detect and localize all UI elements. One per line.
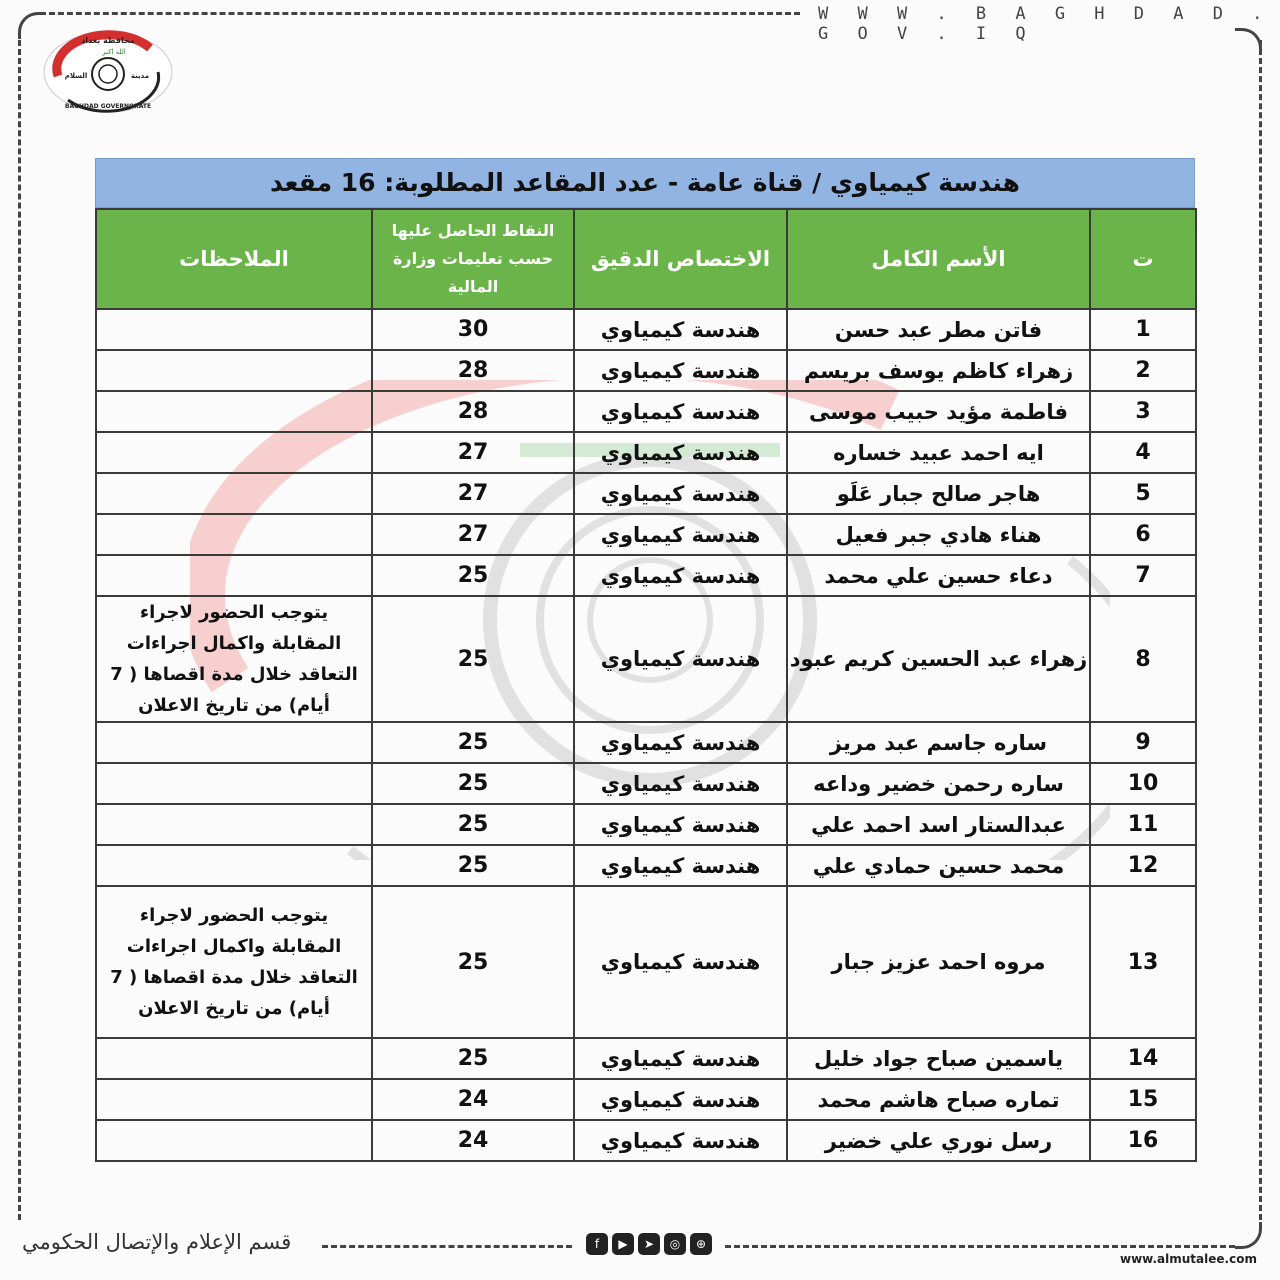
cell-points: 25 (372, 555, 574, 596)
cell-points: 25 (372, 763, 574, 804)
cell-points: 27 (372, 473, 574, 514)
frame-border-bottom-left (322, 1245, 572, 1248)
cell-specialty: هندسة كيمياوي (574, 722, 787, 763)
cell-points: 30 (372, 309, 574, 350)
table-row (96, 555, 1196, 596)
cell-name: ساره رحمن خضير وداعه (787, 763, 1090, 804)
cell-index: 16 (1090, 1120, 1196, 1161)
table-row (96, 350, 1196, 391)
cell-notes (96, 391, 372, 432)
cell-points: 25 (372, 596, 574, 722)
cell-index: 1 (1090, 309, 1196, 350)
logo-name-top: محافظة بغداد (81, 36, 135, 45)
cell-notes (96, 432, 372, 473)
col-header-points-label: النقاط الحاصل عليها حسب تعليمات وزارة المالية (391, 221, 555, 296)
cell-specialty: هندسة كيمياوي (574, 886, 787, 1038)
web-icon[interactable]: ⊕ (690, 1233, 712, 1255)
cell-notes (96, 309, 372, 350)
cell-index: 6 (1090, 514, 1196, 555)
logo-salam: السلام (64, 72, 88, 80)
table-row (96, 763, 1196, 804)
table-row (96, 473, 1196, 514)
cell-specialty: هندسة كيمياوي (574, 845, 787, 886)
telegram-icon[interactable]: ➤ (638, 1233, 660, 1255)
cell-name: محمد حسين حمادي علي (787, 845, 1090, 886)
social-links (586, 1233, 712, 1255)
cell-name: دعاء حسين علي محمد (787, 555, 1090, 596)
table-row (96, 1079, 1196, 1120)
cell-index: 9 (1090, 722, 1196, 763)
cell-specialty: هندسة كيمياوي (574, 391, 787, 432)
cell-specialty: هندسة كيمياوي (574, 804, 787, 845)
cell-index: 14 (1090, 1038, 1196, 1079)
cell-specialty: هندسة كيمياوي (574, 763, 787, 804)
frame-border-left (18, 40, 21, 1220)
logo-name-en: BAGHDAD GOVERNORATE (64, 103, 152, 110)
cell-index: 15 (1090, 1079, 1196, 1120)
col-header-notes: الملاحظات (96, 209, 372, 309)
cell-index: 11 (1090, 804, 1196, 845)
cell-index: 3 (1090, 391, 1196, 432)
cell-name: هاجر صالح جبار عَلَو (787, 473, 1090, 514)
cell-index: 7 (1090, 555, 1196, 596)
cell-index: 4 (1090, 432, 1196, 473)
website-url[interactable]: W W W . B A G H D A D . G O V . I Q (818, 4, 1272, 44)
table-row (96, 596, 1196, 722)
cell-points: 25 (372, 804, 574, 845)
cell-name: ساره جاسم عبد مريز (787, 722, 1090, 763)
cell-specialty: هندسة كيمياوي (574, 350, 787, 391)
table-row (96, 804, 1196, 845)
cell-specialty: هندسة كيمياوي (574, 309, 787, 350)
cell-notes (96, 1079, 372, 1120)
col-header-points (372, 209, 574, 309)
table-header-row (96, 209, 1196, 309)
footer-department: قسم الإعلام والإتصال الحكومي (22, 1230, 292, 1254)
table-row (96, 309, 1196, 350)
facebook-icon[interactable]: f (586, 1233, 608, 1255)
cell-points: 25 (372, 886, 574, 1038)
frame-corner-bottom-right (1235, 1222, 1262, 1249)
cell-notes (96, 514, 372, 555)
cell-specialty: هندسة كيمياوي (574, 1120, 787, 1161)
cell-points: 28 (372, 350, 574, 391)
cell-notes (96, 1120, 372, 1161)
cell-notes (96, 350, 372, 391)
cell-name: فاطمة مؤيد حبيب موسى (787, 391, 1090, 432)
cell-name: فاتن مطر عبد حسن (787, 309, 1090, 350)
cell-notes (96, 845, 372, 886)
instagram-icon[interactable]: ◎ (664, 1233, 686, 1255)
table-row (96, 391, 1196, 432)
cell-specialty: هندسة كيمياوي (574, 473, 787, 514)
col-header-specialty: الاختصاص الدقيق (574, 209, 787, 309)
cell-specialty: هندسة كيمياوي (574, 514, 787, 555)
cell-name: مروه احمد عزيز جبار (787, 886, 1090, 1038)
cell-name: زهراء كاظم يوسف بريسم (787, 350, 1090, 391)
cell-name: رسل نوري علي خضير (787, 1120, 1090, 1161)
cell-specialty: هندسة كيمياوي (574, 1079, 787, 1120)
table-row (96, 432, 1196, 473)
table-row (96, 845, 1196, 886)
cell-index: 5 (1090, 473, 1196, 514)
cell-name: ايه احمد عبيد خساره (787, 432, 1090, 473)
cell-name: زهراء عبد الحسين كريم عبود (787, 596, 1090, 722)
cell-notes (96, 763, 372, 804)
cell-points: 28 (372, 391, 574, 432)
cell-index: 13 (1090, 886, 1196, 1038)
cell-points: 24 (372, 1079, 574, 1120)
cell-notes (96, 1038, 372, 1079)
cell-points: 25 (372, 845, 574, 886)
table-row (96, 886, 1196, 1038)
table-row (96, 1038, 1196, 1079)
cell-index: 12 (1090, 845, 1196, 886)
table-body (96, 309, 1196, 1161)
logo-takbir: الله اكبر (102, 48, 126, 56)
cell-points: 27 (372, 514, 574, 555)
cell-points: 25 (372, 1038, 574, 1079)
baghdad-governorate-logo (40, 28, 176, 114)
logo-city: مدينة (130, 72, 150, 80)
cell-name: عبدالستار اسد احمد علي (787, 804, 1090, 845)
cell-name: هناء هادي جبر فعيل (787, 514, 1090, 555)
source-url[interactable]: www.almutalee.com (1120, 1252, 1257, 1266)
col-header-name: الأسم الكامل (787, 209, 1090, 309)
cell-points: 27 (372, 432, 574, 473)
cell-notes (96, 473, 372, 514)
cell-notes: يتوجب الحضور لاجراء المقابلة واكمال اجراءات التعاقد خلال مدة اقصاها ( 7 أيام) من تاريخ الاعلان (96, 596, 372, 722)
cell-specialty: هندسة كيمياوي (574, 1038, 787, 1079)
cell-specialty: هندسة كيمياوي (574, 432, 787, 473)
cell-specialty: هندسة كيمياوي (574, 596, 787, 722)
cell-index: 8 (1090, 596, 1196, 722)
cell-points: 24 (372, 1120, 574, 1161)
results-table-container (95, 158, 1195, 1162)
youtube-icon[interactable]: ▶ (612, 1233, 634, 1255)
frame-border-right (1259, 40, 1262, 1220)
cell-index: 10 (1090, 763, 1196, 804)
cell-index: 2 (1090, 350, 1196, 391)
col-header-index: ت (1090, 209, 1196, 309)
cell-specialty: هندسة كيمياوي (574, 555, 787, 596)
table-row (96, 1120, 1196, 1161)
table-title: هندسة كيمياوي / قناة عامة - عدد المقاعد المطلوبة: 16 مقعد (95, 158, 1195, 208)
table-row (96, 722, 1196, 763)
cell-points: 25 (372, 722, 574, 763)
cell-notes (96, 722, 372, 763)
cell-notes: يتوجب الحضور لاجراء المقابلة واكمال اجراءات التعاقد خلال مدة اقصاها ( 7 أيام) من تاريخ الاعلان (96, 886, 372, 1038)
table-row (96, 514, 1196, 555)
cell-name: تماره صباح هاشم محمد (787, 1079, 1090, 1120)
cell-notes (96, 804, 372, 845)
frame-border-bottom-right (725, 1245, 1235, 1248)
cell-name: ياسمين صباح جواد خليل (787, 1038, 1090, 1079)
cell-notes (96, 555, 372, 596)
results-table (95, 208, 1197, 1162)
frame-border-top (40, 12, 800, 15)
